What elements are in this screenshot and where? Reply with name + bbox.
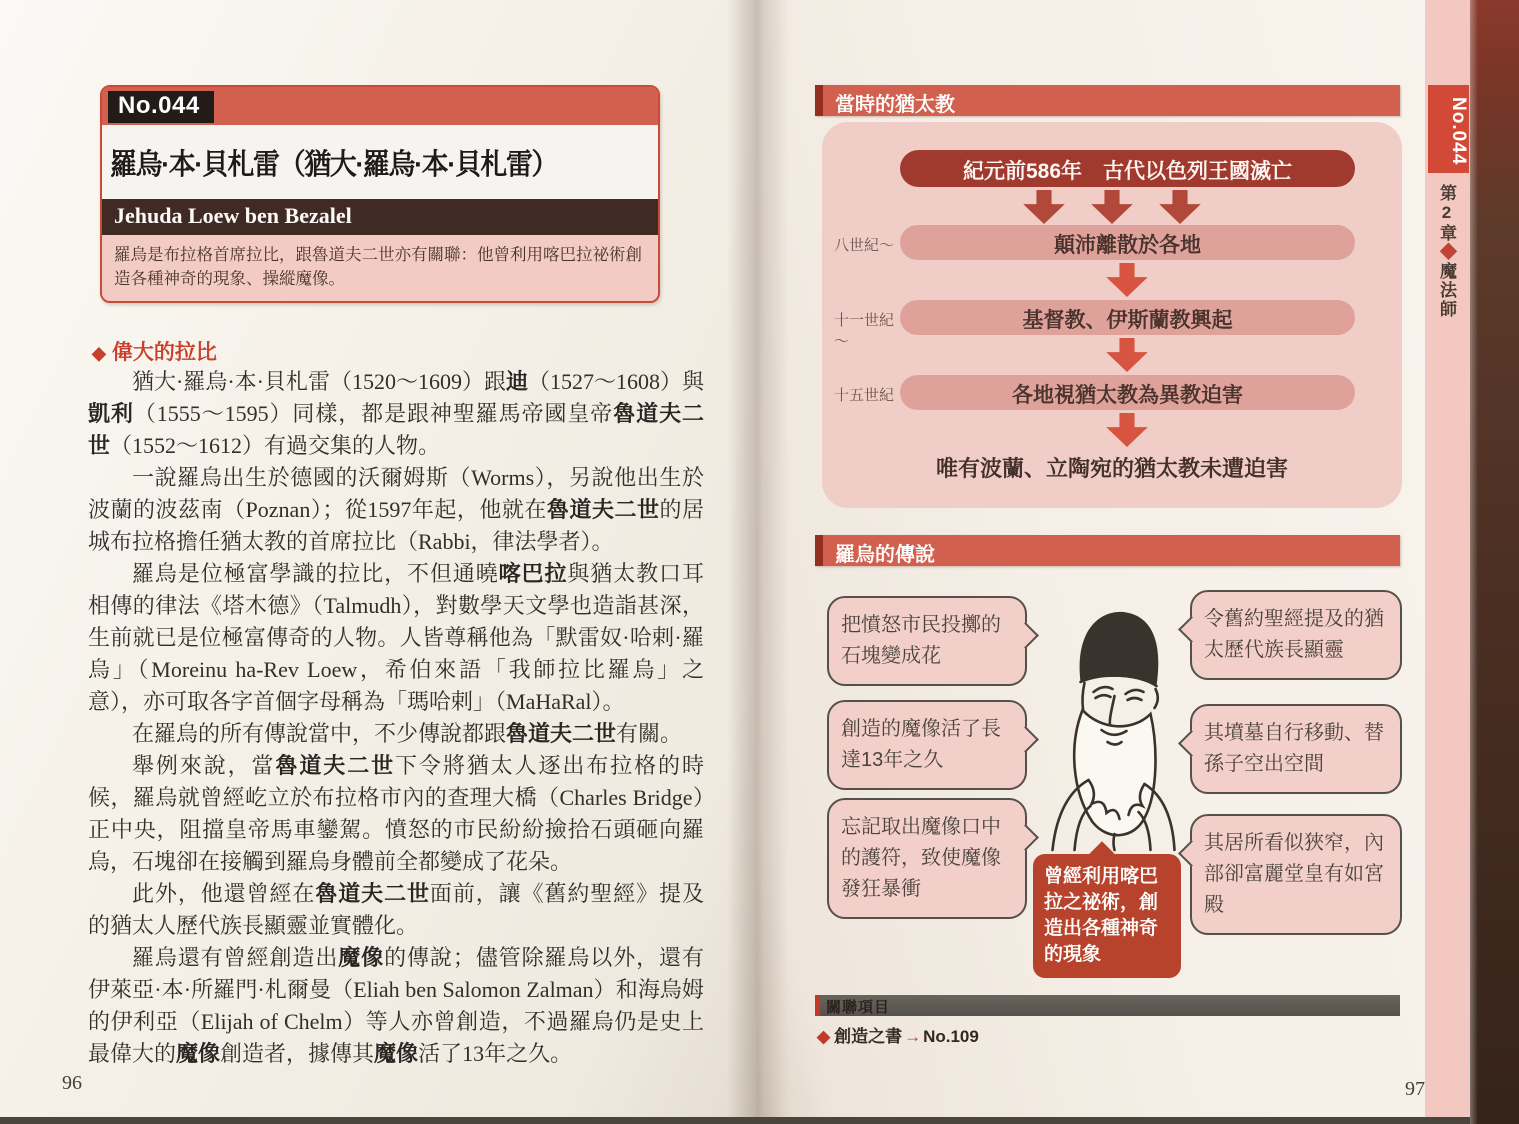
book-bottom-edge (0, 1117, 1519, 1124)
triple-down-arrows (822, 190, 1402, 229)
diamond-icon: ◆ (92, 343, 106, 363)
legend-bubble: 其墳墓自行移動、替孫子空出空間 (1190, 704, 1402, 794)
legend-bubble: 忘記取出魔像口中的護符，致使魔像發狂暴衝 (827, 798, 1027, 919)
down-arrow-icon (1105, 338, 1149, 372)
related-item-ref: No.109 (923, 1027, 979, 1046)
tab-chapter-label (1434, 184, 1459, 319)
down-arrow-icon (1105, 413, 1149, 447)
paragraph: 一說羅烏出生於德國的沃爾姆斯（Worms），另說他出生於波蘭的波茲南（Poznan）；從1597年起，他就在魯道夫二世的居城布拉格擔任猶太教的首席拉比（Rabbi，律法學者）。 (88, 465, 704, 554)
era-label: 八世紀～ (834, 237, 895, 254)
legend-section-title: 羅烏的傳說 (835, 544, 935, 566)
entry-summary: 羅烏是布拉格首席拉比，跟魯道夫二世亦有關聯：他曾利用喀巴拉祕術創造各種神奇的現象、操縱魔像。 (102, 235, 658, 301)
down-arrow-icon (1090, 190, 1134, 224)
entry-number-label: No.044 (108, 91, 214, 123)
entry-number-bar (102, 87, 658, 125)
book-page-edge (1470, 0, 1519, 1124)
entry-name-en: Jehuda Loew ben Bezalel (102, 199, 658, 235)
flow-conclusion: 唯有波蘭、立陶宛的猶太教未遭迫害 (935, 456, 1288, 481)
related-item-label: 創造之書 (834, 1027, 903, 1046)
judaism-flowchart (822, 122, 1402, 508)
paragraph: 羅烏還有曾經創造出魔像的傳說；儘管除羅烏以外，還有伊萊亞·本·所羅門·札爾曼（Eliah ben Salomon Zalman）和海烏姆的伊利亞（Elijah of Chelm）等人亦曾創造，不過羅烏仍是史上最偉大的魔像創造者，據傳其魔像活了13年之久。 (88, 945, 704, 1066)
entry-header-card (100, 85, 660, 303)
judaism-section-title: 當時的猶太教 (835, 94, 955, 116)
center-callout: 曾經利用喀巴拉之祕術，創造出各種神奇的現象 (1033, 854, 1181, 978)
legend-section-bar (815, 535, 1400, 566)
page-number: 97 (1405, 1078, 1425, 1100)
down-arrow-icon (1105, 263, 1149, 297)
paragraph: 猶大·羅烏·本·貝札雷（1520～1609）跟迪（1527～1608）與凱利（1555～1595）同樣，都是跟神聖羅馬帝國皇帝魯道夫二世（1552～1612）有過交集的人物。 (88, 369, 705, 458)
flow-start-box: 紀元前586年 古代以色列王國滅亡 (900, 150, 1355, 187)
era-label: 十五世紀 (834, 387, 895, 404)
rabbi-portrait (1020, 582, 1205, 852)
tab-entry-number: No.044 (1428, 85, 1469, 173)
page-number: 96 (62, 1072, 82, 1094)
book-gutter-shadow (727, 0, 789, 1118)
related-items-title: 關聯項目 (826, 999, 891, 1016)
related-item (817, 1022, 979, 1047)
paragraph: 此外，他還曾經在魯道夫二世面前，讓《舊約聖經》提及的猶太人歷代族長顯靈並實體化。 (88, 881, 704, 938)
diamond-icon: ◆ (817, 1027, 831, 1046)
legend-bubble: 創造的魔像活了長達13年之久 (827, 700, 1027, 790)
entry-title-text: 羅烏·本·貝札雷（猶大·羅烏·本·貝札雷） (110, 148, 558, 181)
legend-bubble: 其居所看似狹窄，內部卻富麗堂皇有如宮殿 (1190, 814, 1402, 935)
flow-step: 各地視猶太教為異教迫害 (900, 375, 1355, 410)
entry-title (102, 125, 658, 199)
diamond-icon: ◆ (1437, 243, 1456, 262)
tab-chapter-prefix: 第2章 (1437, 184, 1456, 243)
tab-chapter-name: 魔法師 (1437, 262, 1456, 319)
paragraph: 在羅烏的所有傳說當中，不少傳說都跟魯道夫二世有關。 (132, 721, 683, 746)
flow-step: 顛沛離散於各地 (900, 225, 1355, 260)
paragraph: 羅烏是位極富學識的拉比，不但通曉喀巴拉與猶太教口耳相傳的律法《塔木德》（Talmudh），對數學天文學也造詣甚深，生前就已是位極富傳奇的人物。人皆尊稱他為「默雷奴·哈剌·羅烏」（Moreinu ha-Rev Loew，希伯來語「我師拉比羅烏」之意），亦可取各字首個字母稱為「瑪哈剌」（MaHaRal）。 (88, 561, 704, 714)
era-label: 十一世紀～ (834, 312, 895, 350)
legend-bubble: 令舊約聖經提及的猶太歷代族長顯靈 (1190, 590, 1402, 680)
paragraph: 舉例來說，當魯道夫二世下令將猶太人逐出布拉格的時候，羅烏就曾經屹立於布拉格市內的查理大橋（Charles Bridge）正中央，阻擋皇帝馬車鑾駕。憤怒的市民紛紛撿拾石頭砸向羅烏，石塊卻在接觸到羅烏身體前全都變成了花朵。 (88, 753, 704, 874)
judaism-section-bar (815, 85, 1400, 116)
down-arrow-icon (1022, 190, 1066, 224)
legend-bubble: 把憤怒市民投擲的石塊變成花 (827, 596, 1027, 686)
down-arrow-icon (1158, 190, 1202, 224)
flow-step: 基督教、伊斯蘭教興起 (900, 300, 1355, 335)
article-body (88, 366, 704, 1070)
legend-diagram (815, 572, 1415, 982)
related-items-bar (815, 995, 1400, 1016)
right-page (757, 0, 1470, 1118)
left-page (0, 0, 757, 1118)
section-heading-label: 偉大的拉比 (111, 341, 217, 364)
section-heading (92, 336, 217, 366)
arrow-right-icon: → (904, 1027, 922, 1046)
